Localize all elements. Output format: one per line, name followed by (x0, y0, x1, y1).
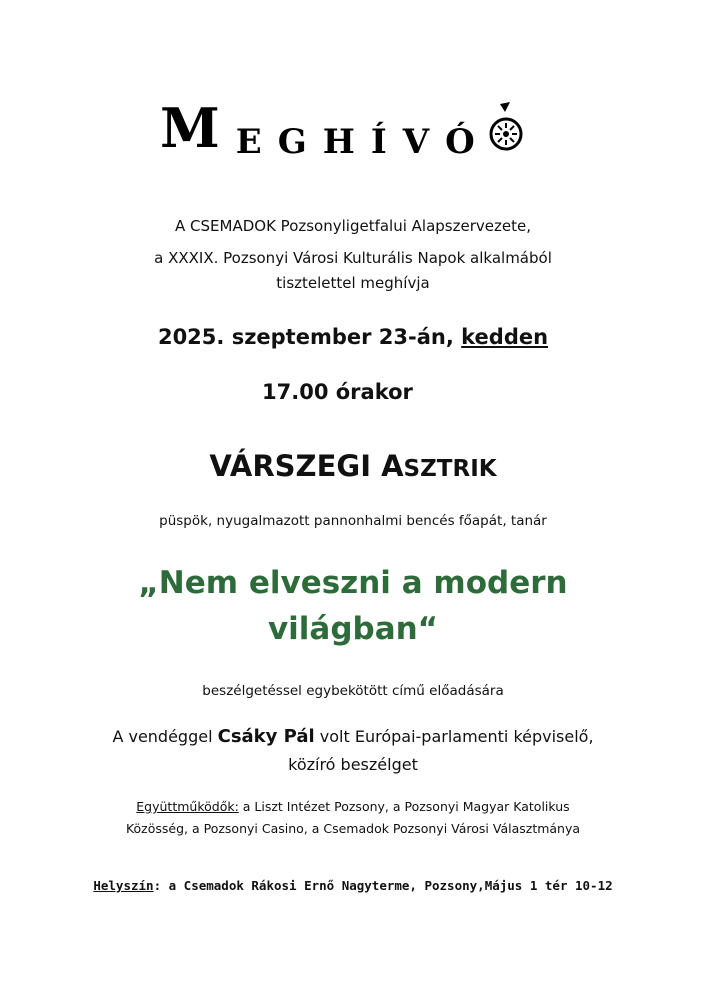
guest-prefix: A vendéggel (112, 727, 218, 746)
speaker-given-initial: A (381, 449, 404, 483)
event-weekday: kedden (461, 325, 549, 349)
venue-line (0, 876, 706, 896)
event-date (0, 322, 706, 352)
title-letter: E (235, 122, 262, 162)
venue-label: Helyszín (93, 878, 154, 893)
speaker-given-rest: SZTRIK (403, 456, 497, 482)
title-letter: Í (370, 122, 387, 162)
title-letter: H (322, 122, 355, 162)
guest-line-1 (0, 722, 706, 752)
partners-line-1-text: a Liszt Intézet Pozsony, a Pozsonyi Magyar Katolikus (238, 799, 570, 814)
lecture-title (0, 560, 706, 652)
partners-line-1 (0, 795, 706, 819)
title-letter: V (402, 122, 430, 162)
event-time: 17.00 órakor (262, 380, 413, 404)
lecture-subtitle: beszélgetéssel egybekötött című előadására (202, 683, 504, 699)
sunburst-ornament-icon (486, 98, 526, 158)
speaker-name (0, 446, 706, 489)
event-date-text: 2025. szeptember 23-án, (157, 325, 462, 349)
title-letter: Ó (445, 122, 475, 162)
invitation-title (160, 98, 526, 178)
venue-text: : a Csemadok Rákosi Ernő Nagyterme, Pozsony,Május 1 tér 10-12 (153, 878, 613, 893)
intro-line-1: A CSEMADOK Pozsonyligetfalui Alapszervezete, (175, 217, 531, 235)
guest-line-2: közíró beszélget (288, 755, 418, 774)
partners-line-2: Közösség, a Pozsonyi Casino, a Csemadok Pozsonyi Városi Választmánya (125, 821, 581, 836)
lecture-title-line-1: „Nem elveszni a modern (138, 565, 568, 601)
intro-line-3: tisztelettel meghívja (276, 274, 430, 292)
guest-suffix: volt Európai-parlamenti képviselő, (314, 727, 594, 746)
title-letter: G (277, 122, 307, 162)
title-first-letter: M (160, 96, 220, 160)
partners-label: Együttműködők: (136, 799, 239, 814)
speaker-surname: VÁRSZEGI (209, 449, 382, 483)
speaker-description: püspök, nyugalmazott pannonhalmi bencés főapát, tanár (159, 513, 547, 529)
lecture-title-line-2: világban“ (267, 611, 439, 647)
intro-line-2: a XXXIX. Pozsonyi Városi Kulturális Napok alkalmából (154, 249, 552, 267)
guest-name: Csáky Pál (217, 726, 315, 747)
